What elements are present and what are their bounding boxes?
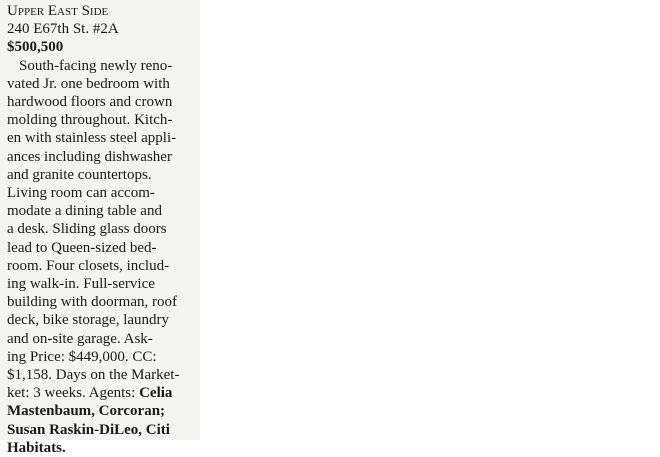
description-line: vated Jr. one bedroom with	[7, 75, 170, 92]
neighborhood-heading: Upper East Side	[7, 3, 109, 19]
description-line: a desk. Sliding glass doors	[7, 221, 167, 238]
description-line: ances including dishwasher	[7, 148, 172, 165]
agents-name: Celia	[139, 385, 173, 402]
listing-clipping	[0, 0, 200, 456]
description-line: molding throughout. Kitch-	[7, 112, 173, 129]
description-line: modate a dining table and	[7, 203, 162, 220]
agents-line: Mastenbaum, Corcoran;	[7, 403, 166, 420]
description-line: and granite countertops.	[7, 166, 152, 183]
description-line: building with doorman, roof	[7, 294, 177, 311]
listing-address: 240 E67th St. #2A	[7, 21, 119, 38]
listing-price: $500,500	[7, 39, 64, 56]
description-line: lead to Queen-sized bed-	[7, 239, 157, 256]
description-line: room. Four closets, includ-	[7, 257, 170, 274]
description-line	[7, 384, 200, 402]
description-line: en with stainless steel appli-	[7, 130, 177, 147]
agents-line: Habitats.	[7, 439, 66, 456]
description-line: ing walk-in. Full-service	[7, 276, 155, 293]
description-line: Living room can accom-	[7, 185, 155, 202]
description-line: $1,158. Days on the Market-	[7, 367, 180, 384]
description-line: hardwood floors and crown	[7, 94, 173, 111]
description-line: deck, bike storage, laundry	[7, 312, 170, 329]
description-line: ing Price: $449,000. CC:	[7, 348, 157, 365]
listing-description	[7, 57, 200, 457]
description-line: South-facing newly reno-	[19, 57, 173, 74]
description-line: and on-site garage. Ask-	[7, 330, 153, 347]
agents-line: Susan Raskin-DiLeo, Citi	[7, 421, 170, 438]
agents-intro-text: ket: 3 weeks. Agents:	[7, 385, 140, 402]
